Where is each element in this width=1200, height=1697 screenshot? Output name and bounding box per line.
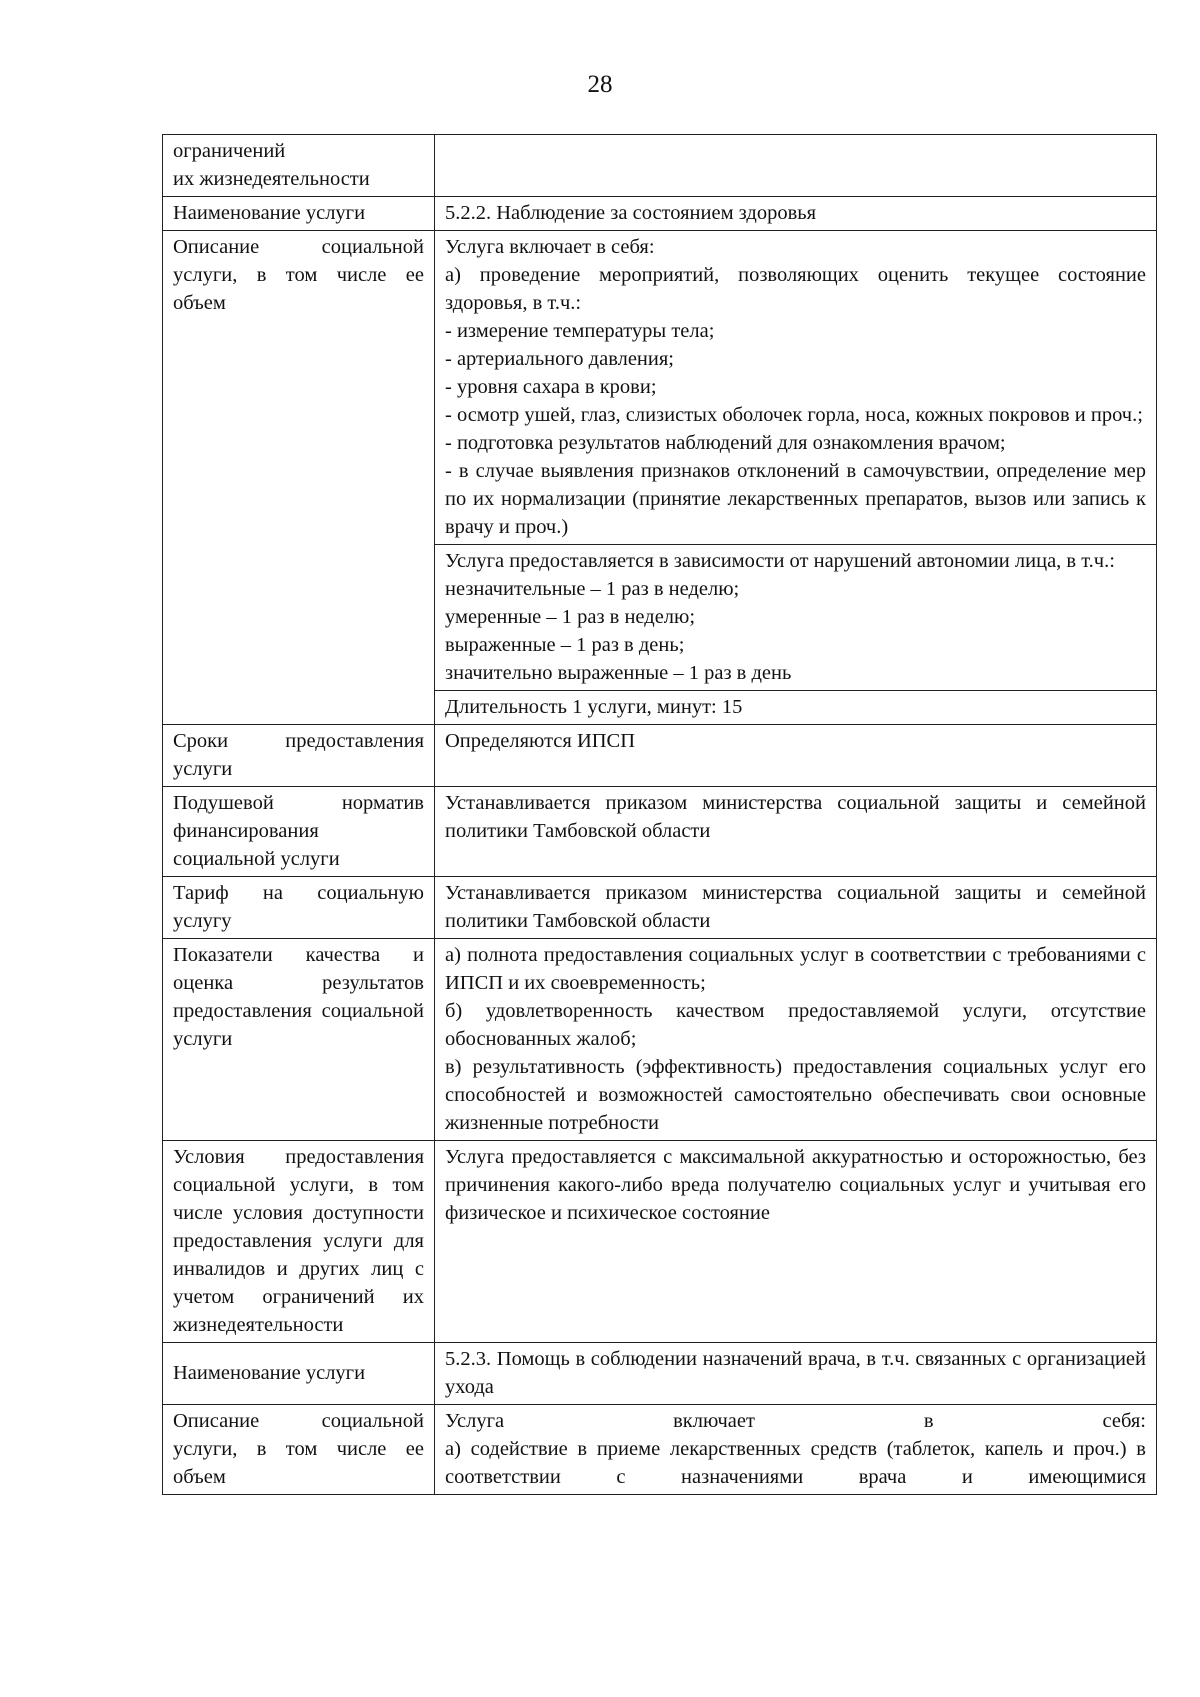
table-row <box>163 1343 1157 1405</box>
row-content <box>435 231 1157 545</box>
row-label: Описание социальной услуги, в том числе ее объем <box>163 1405 435 1495</box>
content-line: незначительные – 1 раз в неделю; <box>445 578 740 600</box>
content-line: умеренные – 1 раз в неделю; <box>445 606 696 628</box>
table-row <box>163 877 1157 939</box>
row-label: Наименование услуги <box>163 1343 435 1405</box>
content-line: значительно выраженные – 1 раз в день <box>445 662 792 684</box>
row-content: Устанавливается приказом министерства социальной защиты и семейной политики Тамбовской области <box>435 877 1157 939</box>
row-label: Тариф на социальную услугу <box>163 877 435 939</box>
content-line: б) удовлетворенность качеством предоставляемой услуги, отсутствие обоснованных жалоб; <box>445 1000 1146 1050</box>
row-content <box>435 135 1157 197</box>
row-label: Наименование услуги <box>163 197 435 231</box>
row-label: Условия предоставления социальной услуги, в том числе условия доступности предоставления услуги для инвалидов и других лиц с учетом ограничений их жизнедеятельности <box>163 1141 435 1343</box>
label-line: их жизнедеятельности <box>173 168 370 190</box>
row-content <box>435 939 1157 1141</box>
content-line: - измерение температуры тела; <box>445 320 715 342</box>
row-label: Описание социальной услуги, в том числе ее объем <box>163 231 435 725</box>
page-number: 28 <box>587 71 613 98</box>
table-row <box>163 197 1157 231</box>
row-content: Услуга предоставляется с максимальной аккуратностью и осторожностью, без причинения какого-либо вреда получателю социальных услуг и учитывая его физическое и психическое состояние <box>435 1141 1157 1343</box>
content-line: Услуга предоставляется в зависимости от нарушений автономии лица, в т.ч.: <box>445 550 1115 572</box>
table-row <box>163 1405 1157 1495</box>
content-line: а) полнота предоставления социальных услуг в соответствии с требованиями с ИПСП и их своевременность; <box>445 944 1146 994</box>
content-line: Услуга включает в себя: <box>445 1410 1146 1432</box>
row-content: 5.2.2. Наблюдение за состоянием здоровья <box>435 197 1157 231</box>
table-row <box>163 939 1157 1141</box>
row-content: Длительность 1 услуги, минут: 15 <box>435 691 1157 725</box>
row-label: Показатели качества и оценка результатов предоставления социальной услуги <box>163 939 435 1141</box>
row-content <box>435 545 1157 691</box>
table-row <box>163 231 1157 545</box>
row-content <box>435 1405 1157 1495</box>
content-line: - артериального давления; <box>445 348 674 370</box>
label-line: ограничений <box>173 140 286 162</box>
content-line: - подготовка результатов наблюдений для ознакомления врачом; <box>445 432 1006 454</box>
content-line: - осмотр ушей, глаз, слизистых оболочек горла, носа, кожных покровов и проч.; <box>445 404 1143 426</box>
table-row <box>163 725 1157 787</box>
table-row <box>163 787 1157 877</box>
row-label: Подушевой норматив финансирования социальной услуги <box>163 787 435 877</box>
content-line: - уровня сахара в крови; <box>445 376 657 398</box>
service-table <box>162 134 1157 1495</box>
row-content: 5.2.3. Помощь в соблюдении назначений врача, в т.ч. связанных с организацией ухода <box>435 1343 1157 1405</box>
row-label <box>163 135 435 197</box>
content-line: - в случае выявления признаков отклонений в самочувствии, определение мер по их нормализации (принятие лекарственных препаратов, вызов или запись к врачу и проч.) <box>445 460 1146 538</box>
content-line: в) результативность (эффективность) предоставления социальных услуг его способностей и возможностей самостоятельно обеспечивать свои основные жизненные потребности <box>445 1056 1146 1134</box>
content-line: а) содействие в приеме лекарственных средств (таблеток, капель и проч.) в соответствии с назначениями врача и имеющимися <box>445 1438 1146 1488</box>
content-line: Услуга включает в себя: <box>445 236 655 258</box>
content-line: а) проведение мероприятий, позволяющих оценить текущее состояние здоровья, в т.ч.: <box>445 264 1146 314</box>
content-line: выраженные – 1 раз в день; <box>445 634 685 656</box>
table-row <box>163 1141 1157 1343</box>
row-content: Определяются ИПСП <box>435 725 1157 787</box>
row-label: Сроки предоставления услуги <box>163 725 435 787</box>
table-row <box>163 135 1157 197</box>
row-content: Устанавливается приказом министерства социальной защиты и семейной политики Тамбовской области <box>435 787 1157 877</box>
